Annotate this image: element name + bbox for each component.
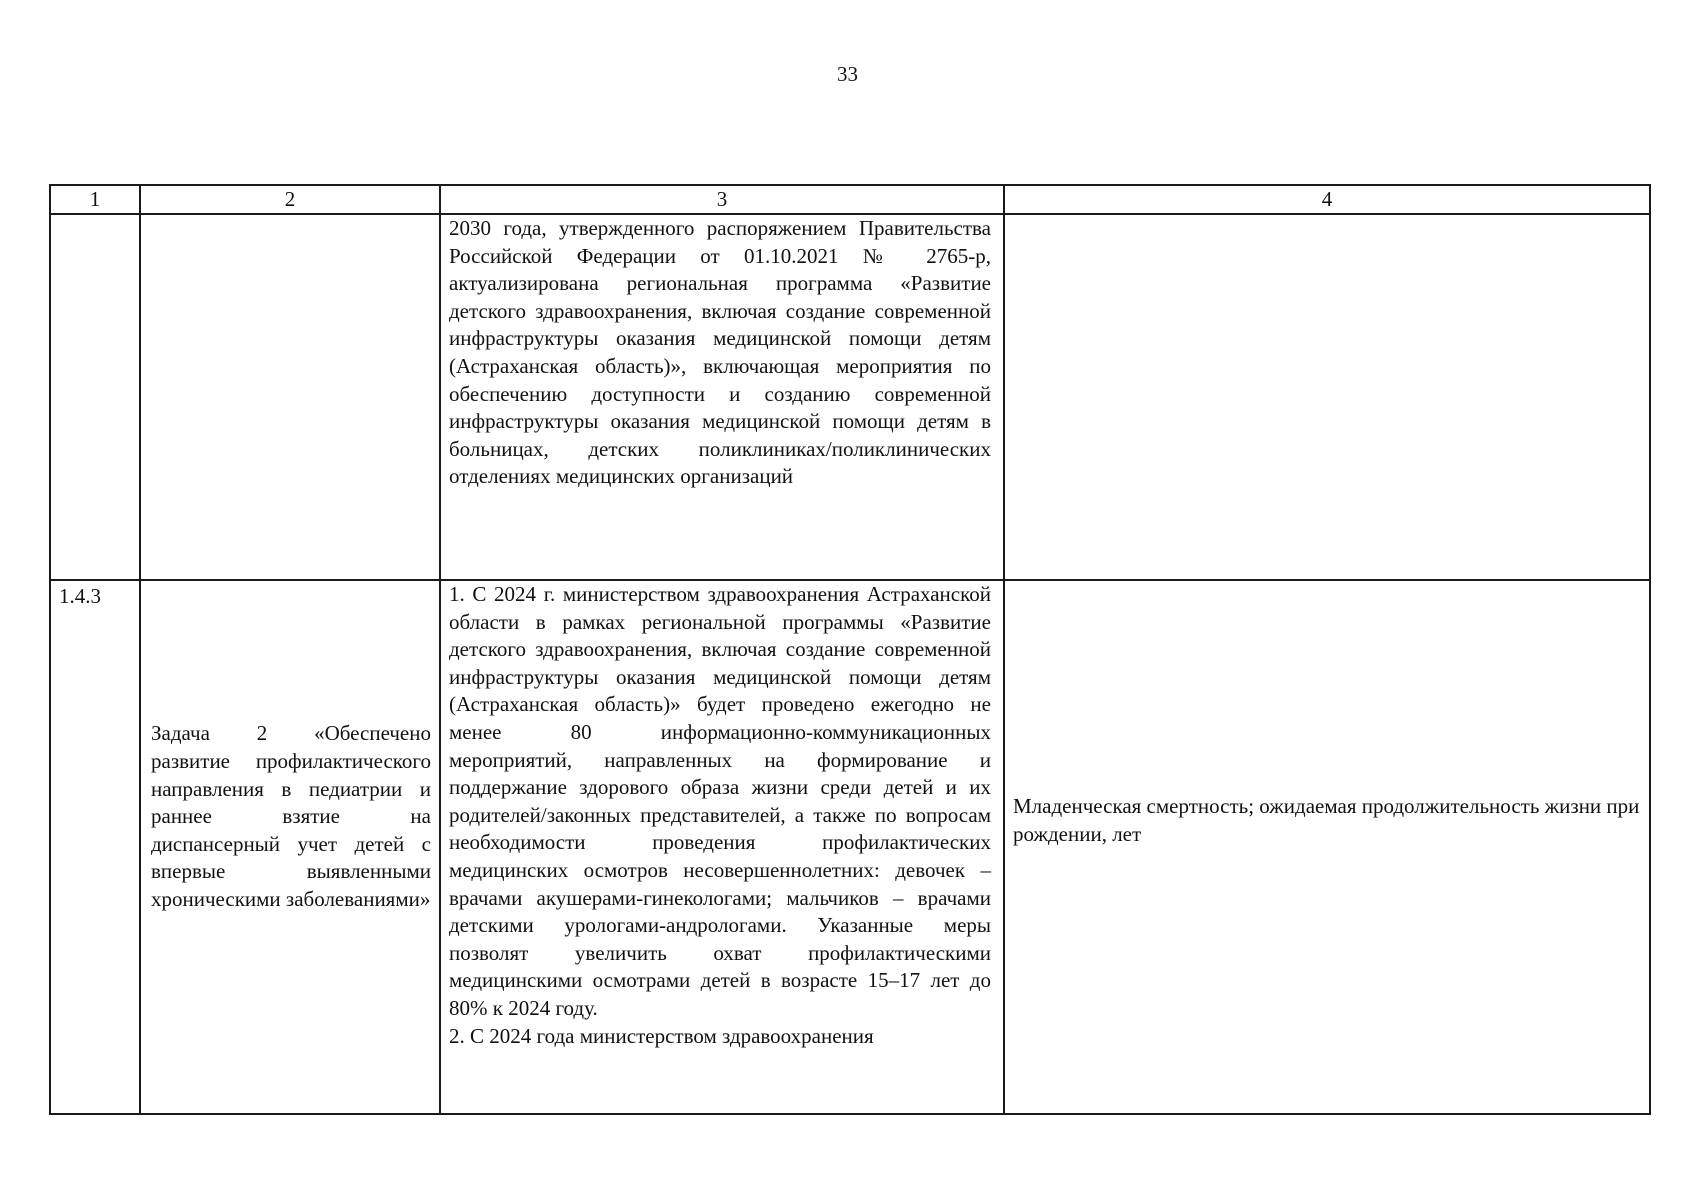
table-row bbox=[50, 580, 1650, 1114]
measures-cell bbox=[440, 580, 1004, 1114]
table-row bbox=[50, 214, 1650, 580]
document-table bbox=[49, 184, 1651, 1115]
measures-text-continued: 2. С 2024 года министерством здравоохранения bbox=[449, 1023, 874, 1048]
header-col-2: 2 bbox=[140, 185, 440, 214]
indicator-cell bbox=[1004, 214, 1650, 580]
table-header-row bbox=[50, 185, 1650, 214]
measures-text: 2030 года, утвержденного распоряжением Правительства Российской Федерации от 01.10.2021 № 2765-р, актуализирована региональная программа «Развитие детского здравоохранения, включая создание современной инфраструктуры оказания медицинской помощи детям (Астраханская область)», включающая мероприятия по обеспечению доступности и созданию современной инфраструктуры оказания медицинской помощи детям в больницах, детских поликлиниках/поликлинических отделениях медицинских организаций bbox=[449, 216, 991, 489]
indicator-text: Младенческая смертность; ожидаемая продолжительность жизни при рождении, лет bbox=[1013, 794, 1640, 846]
task-text: Задача 2 «Обеспечено развитие профилактического направления в педиатрии и раннее взятие на диспансерный учет детей с впервые выявленными хроническими заболеваниями» bbox=[151, 721, 431, 911]
page-number: 33 bbox=[837, 62, 858, 86]
task-cell bbox=[140, 214, 440, 580]
measures-cell bbox=[440, 214, 1004, 580]
row-number-cell bbox=[50, 214, 140, 580]
row-number-cell: 1.4.3 bbox=[50, 580, 140, 1114]
measures-text: 1. С 2024 г. министерством здравоохранения Астраханской области в рамках региональной программы «Развитие детского здравоохранения, включая создание современной инфраструктуры оказания медицинской помощи детям (Астраханская область)» будет проведено ежегодно не менее 80 информационно-коммуникационных мероприятий, направленных на формирование и поддержание здорового образа жизни среди детей и их родителей/законных представителей, а также по вопросам необходимости проведения профилактических медицинских осмотров несовершеннолетних: девочек – врачами акушерами-гинекологами; мальчиков – врачами детскими урологами-андрологами. Указанные меры позволят увеличить охват профилактическими медицинскими осмотрами детей в возрасте 15–17 лет до 80% к 2024 году. bbox=[449, 582, 991, 1020]
header-col-1: 1 bbox=[50, 185, 140, 214]
header-col-4: 4 bbox=[1004, 185, 1650, 214]
header-col-3: 3 bbox=[440, 185, 1004, 214]
task-cell bbox=[140, 580, 440, 1114]
indicator-cell bbox=[1004, 580, 1650, 1114]
